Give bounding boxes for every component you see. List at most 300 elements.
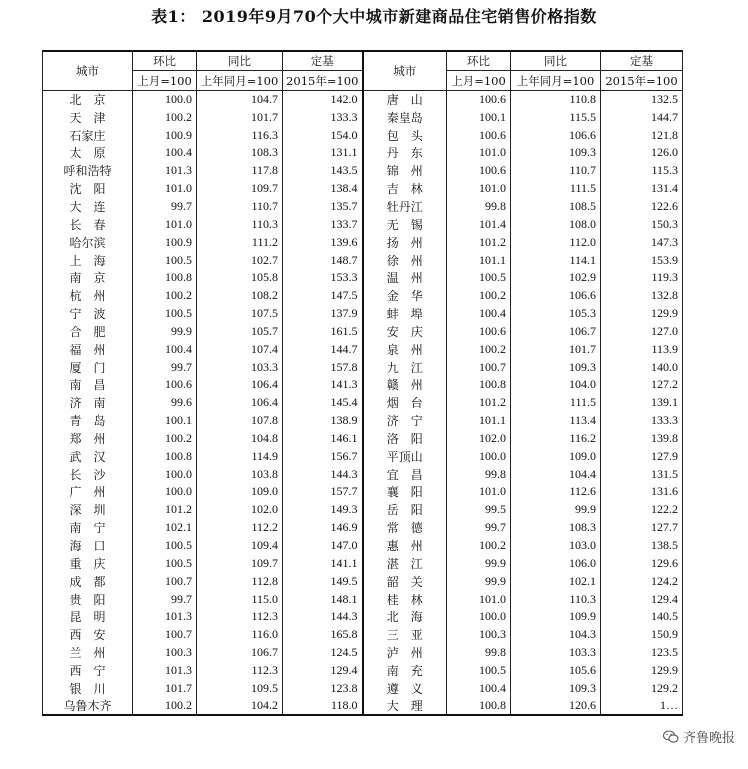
yoy-cell-right: 112.0 (511, 233, 601, 251)
yoy-cell-left: 104.8 (197, 430, 283, 448)
mom-base-right: 上月=100 (447, 71, 511, 91)
city-cell-right: 徐 州 (363, 251, 447, 269)
city-cell-right: 南 充 (363, 662, 447, 680)
wechat-icon (663, 730, 679, 744)
fixed-base-cell-left: 133.3 (283, 108, 363, 126)
city-cell-left: 兰 州 (43, 644, 133, 662)
yoy-cell-right: 102.9 (511, 269, 601, 287)
yoy-cell-left: 108.2 (197, 287, 283, 305)
table-row (43, 501, 683, 519)
mom-cell-right: 100.6 (447, 91, 511, 109)
yoy-cell-right: 109.3 (511, 679, 601, 697)
mom-cell-left: 100.7 (133, 572, 197, 590)
fixed-base-cell-left: 157.7 (283, 483, 363, 501)
table-row (43, 340, 683, 358)
mom-cell-right: 99.8 (447, 198, 511, 216)
yoy-cell-left: 109.7 (197, 180, 283, 198)
fixed-base-cell-right: 147.3 (601, 233, 683, 251)
mom-cell-left: 99.6 (133, 394, 197, 412)
yoy-cell-right: 109.9 (511, 608, 601, 626)
city-header-left: 城市 (43, 51, 133, 91)
city-cell-right: 平顶山 (363, 447, 447, 465)
mom-cell-right: 100.2 (447, 340, 511, 358)
table-row (43, 251, 683, 269)
mom-cell-left: 101.3 (133, 662, 197, 680)
yoy-cell-right: 105.6 (511, 662, 601, 680)
mom-cell-right: 101.4 (447, 215, 511, 233)
table-row (43, 198, 683, 216)
yoy-cell-left: 116.3 (197, 126, 283, 144)
fixed-base-cell-right: 129.9 (601, 305, 683, 323)
mom-cell-left: 101.7 (133, 679, 197, 697)
mom-cell-right: 102.0 (447, 430, 511, 448)
mom-cell-right: 100.3 (447, 626, 511, 644)
yoy-cell-right: 110.8 (511, 91, 601, 109)
fixed-base-cell-left: 144.7 (283, 340, 363, 358)
yoy-cell-right: 111.5 (511, 394, 601, 412)
city-cell-left: 武 汉 (43, 447, 133, 465)
mom-cell-left: 100.0 (133, 91, 197, 109)
mom-cell-left: 100.5 (133, 251, 197, 269)
mom-cell-left: 100.5 (133, 554, 197, 572)
yoy-cell-right: 108.0 (511, 215, 601, 233)
mom-cell-right: 100.0 (447, 608, 511, 626)
mom-cell-right: 100.5 (447, 662, 511, 680)
fixed-base-cell-right: 127.2 (601, 376, 683, 394)
yoy-cell-right: 106.6 (511, 126, 601, 144)
yoy-cell-left: 107.5 (197, 305, 283, 323)
yoy-cell-right: 106.6 (511, 287, 601, 305)
fixed-base-cell-left: 141.3 (283, 376, 363, 394)
mom-cell-right: 101.2 (447, 394, 511, 412)
city-cell-right: 包 头 (363, 126, 447, 144)
city-cell-left: 南 昌 (43, 376, 133, 394)
city-cell-left: 上 海 (43, 251, 133, 269)
fixed-base-cell-left: 143.5 (283, 162, 363, 180)
city-cell-left: 沈 阳 (43, 180, 133, 198)
city-cell-right: 湛 江 (363, 554, 447, 572)
yoy-cell-right: 109.3 (511, 358, 601, 376)
city-cell-left: 哈尔滨 (43, 233, 133, 251)
city-cell-left: 福 州 (43, 340, 133, 358)
fixed-base-cell-left: 161.5 (283, 322, 363, 340)
table-row (43, 412, 683, 430)
city-cell-right: 遵 义 (363, 679, 447, 697)
fixed-base-cell-right: 127.9 (601, 447, 683, 465)
mom-cell-right: 99.7 (447, 519, 511, 537)
mom-cell-left: 101.3 (133, 608, 197, 626)
fixed-base-cell-left: 118.0 (283, 697, 363, 715)
city-cell-left: 重 庆 (43, 554, 133, 572)
mom-cell-right: 99.9 (447, 572, 511, 590)
fixed-base-cell-left: 123.8 (283, 679, 363, 697)
fixed-base-cell-left: 144.3 (283, 465, 363, 483)
mom-cell-left: 102.1 (133, 519, 197, 537)
mom-cell-left: 100.4 (133, 144, 197, 162)
fixed-base-cell-left: 142.0 (283, 91, 363, 109)
table-row (43, 269, 683, 287)
yoy-cell-right: 106.0 (511, 554, 601, 572)
city-cell-right: 岳 阳 (363, 501, 447, 519)
city-cell-left: 乌鲁木齐 (43, 697, 133, 715)
yoy-cell-right: 109.3 (511, 144, 601, 162)
mom-header-right: 环比 (447, 51, 511, 71)
fixed-base-cell-left: 131.1 (283, 144, 363, 162)
mom-cell-right: 100.8 (447, 376, 511, 394)
mom-header-left: 环比 (133, 51, 197, 71)
yoy-cell-right: 108.5 (511, 198, 601, 216)
fixed-base-cell-right: 131.4 (601, 180, 683, 198)
city-cell-right: 无 锡 (363, 215, 447, 233)
fixed-base-cell-right: 138.5 (601, 537, 683, 555)
fixed-base-cell-left: 147.0 (283, 537, 363, 555)
city-cell-right: 桂 林 (363, 590, 447, 608)
table-row (43, 305, 683, 323)
yoy-header-right: 同比 (511, 51, 601, 71)
table-row (43, 572, 683, 590)
yoy-cell-right: 111.5 (511, 180, 601, 198)
fixed-base-base-right: 2015年=100 (601, 71, 683, 91)
mom-cell-left: 99.7 (133, 198, 197, 216)
mom-cell-left: 100.3 (133, 644, 197, 662)
city-cell-left: 青 岛 (43, 412, 133, 430)
yoy-cell-left: 112.2 (197, 519, 283, 537)
city-cell-left: 大 连 (43, 198, 133, 216)
mom-cell-right: 99.9 (447, 554, 511, 572)
mom-cell-left: 100.2 (133, 287, 197, 305)
city-cell-left: 天 津 (43, 108, 133, 126)
fixed-base-cell-left: 156.7 (283, 447, 363, 465)
city-cell-left: 银 川 (43, 679, 133, 697)
table-row (43, 590, 683, 608)
yoy-cell-left: 109.0 (197, 483, 283, 501)
mom-cell-right: 99.8 (447, 644, 511, 662)
yoy-cell-left: 106.4 (197, 394, 283, 412)
mom-cell-right: 101.0 (447, 590, 511, 608)
fixed-base-cell-right: 122.2 (601, 501, 683, 519)
mom-cell-right: 100.6 (447, 322, 511, 340)
yoy-cell-left: 106.7 (197, 644, 283, 662)
yoy-cell-left: 105.7 (197, 322, 283, 340)
mom-cell-left: 100.5 (133, 537, 197, 555)
table-row (43, 608, 683, 626)
mom-cell-left: 100.8 (133, 269, 197, 287)
fixed-base-cell-right: 121.8 (601, 126, 683, 144)
yoy-cell-left: 106.4 (197, 376, 283, 394)
city-cell-left: 杭 州 (43, 287, 133, 305)
mom-cell-left: 101.0 (133, 215, 197, 233)
city-cell-right: 烟 台 (363, 394, 447, 412)
city-cell-right: 襄 阳 (363, 483, 447, 501)
mom-cell-left: 99.7 (133, 590, 197, 608)
yoy-cell-left: 111.2 (197, 233, 283, 251)
yoy-cell-left: 110.3 (197, 215, 283, 233)
fixed-base-cell-right: 150.3 (601, 215, 683, 233)
city-cell-right: 蚌 埠 (363, 305, 447, 323)
fixed-base-cell-right: 139.1 (601, 394, 683, 412)
city-cell-left: 呼和浩特 (43, 162, 133, 180)
yoy-cell-right: 106.7 (511, 322, 601, 340)
table-row (43, 233, 683, 251)
fixed-base-cell-right: 113.9 (601, 340, 683, 358)
yoy-cell-left: 107.8 (197, 412, 283, 430)
fixed-base-cell-left: 135.7 (283, 198, 363, 216)
yoy-cell-left: 112.8 (197, 572, 283, 590)
fixed-base-cell-left: 145.4 (283, 394, 363, 412)
mom-cell-right: 100.1 (447, 108, 511, 126)
city-cell-left: 昆 明 (43, 608, 133, 626)
city-cell-right: 安 庆 (363, 322, 447, 340)
fixed-base-cell-right: 115.3 (601, 162, 683, 180)
city-cell-right: 北 海 (363, 608, 447, 626)
city-cell-left: 合 肥 (43, 322, 133, 340)
yoy-cell-right: 103.3 (511, 644, 601, 662)
mom-cell-right: 101.1 (447, 412, 511, 430)
fixed-base-cell-right: 132.5 (601, 91, 683, 109)
table-row (43, 465, 683, 483)
table-row (43, 626, 683, 644)
mom-cell-right: 99.5 (447, 501, 511, 519)
watermark (660, 726, 738, 747)
mom-cell-right: 100.2 (447, 537, 511, 555)
fixed-base-cell-right: 129.2 (601, 679, 683, 697)
mom-cell-left: 100.2 (133, 108, 197, 126)
mom-cell-left: 100.4 (133, 340, 197, 358)
mom-cell-left: 100.2 (133, 430, 197, 448)
yoy-cell-right: 104.3 (511, 626, 601, 644)
fixed-base-cell-right: 140.5 (601, 608, 683, 626)
table-row (43, 180, 683, 198)
mom-cell-right: 100.2 (447, 287, 511, 305)
yoy-cell-left: 107.4 (197, 340, 283, 358)
mom-cell-left: 100.8 (133, 447, 197, 465)
table-row (43, 697, 683, 715)
mom-cell-right: 101.1 (447, 251, 511, 269)
yoy-cell-left: 112.3 (197, 662, 283, 680)
city-cell-right: 三 亚 (363, 626, 447, 644)
fixed-base-cell-left: 133.7 (283, 215, 363, 233)
yoy-header-left: 同比 (197, 51, 283, 71)
yoy-cell-right: 110.3 (511, 590, 601, 608)
city-cell-left: 深 圳 (43, 501, 133, 519)
city-cell-left: 石家庄 (43, 126, 133, 144)
yoy-cell-left: 102.0 (197, 501, 283, 519)
fixed-base-cell-left: 147.5 (283, 287, 363, 305)
mom-cell-right: 101.0 (447, 180, 511, 198)
city-cell-left: 济 南 (43, 394, 133, 412)
table-row (43, 376, 683, 394)
table-row (43, 554, 683, 572)
fixed-base-cell-right: 140.0 (601, 358, 683, 376)
yoy-cell-left: 114.9 (197, 447, 283, 465)
fixed-base-cell-left: 153.3 (283, 269, 363, 287)
fixed-base-cell-right: 126.0 (601, 144, 683, 162)
fixed-base-cell-left: 146.1 (283, 430, 363, 448)
fixed-base-cell-left: 154.0 (283, 126, 363, 144)
fixed-base-cell-right: 129.6 (601, 554, 683, 572)
mom-cell-right: 100.4 (447, 305, 511, 323)
fixed-base-cell-left: 141.1 (283, 554, 363, 572)
mom-cell-right: 100.0 (447, 447, 511, 465)
fixed-base-cell-left: 144.3 (283, 608, 363, 626)
city-cell-right: 吉 林 (363, 180, 447, 198)
mom-cell-left: 100.0 (133, 465, 197, 483)
table-row (43, 447, 683, 465)
fixed-base-cell-right: 127.7 (601, 519, 683, 537)
mom-cell-left: 100.9 (133, 233, 197, 251)
yoy-cell-right: 105.3 (511, 305, 601, 323)
mom-cell-left: 101.3 (133, 162, 197, 180)
yoy-cell-right: 103.0 (511, 537, 601, 555)
city-cell-right: 大 理 (363, 697, 447, 715)
mom-cell-left: 100.5 (133, 305, 197, 323)
city-cell-left: 南 京 (43, 269, 133, 287)
yoy-cell-right: 110.7 (511, 162, 601, 180)
mom-cell-right: 101.0 (447, 144, 511, 162)
fixed-base-cell-right: 132.8 (601, 287, 683, 305)
yoy-cell-right: 116.2 (511, 430, 601, 448)
watermark-text: 齐鲁晚报 (682, 731, 735, 746)
fixed-base-cell-left: 165.8 (283, 626, 363, 644)
table-row (43, 394, 683, 412)
mom-cell-left: 100.9 (133, 126, 197, 144)
yoy-cell-right: 109.0 (511, 447, 601, 465)
mom-cell-right: 100.5 (447, 269, 511, 287)
city-cell-left: 厦 门 (43, 358, 133, 376)
fixed-base-cell-left: 149.5 (283, 572, 363, 590)
fixed-base-cell-left: 146.9 (283, 519, 363, 537)
fixed-base-cell-right: 127.0 (601, 322, 683, 340)
fixed-base-base-left: 2015年=100 (283, 71, 363, 91)
fixed-base-cell-right: 119.3 (601, 269, 683, 287)
yoy-cell-right: 114.1 (511, 251, 601, 269)
table-row (43, 91, 683, 109)
city-cell-left: 贵 阳 (43, 590, 133, 608)
yoy-cell-right: 104.4 (511, 465, 601, 483)
fixed-base-cell-right: 1… (601, 697, 683, 715)
yoy-cell-left: 105.8 (197, 269, 283, 287)
fixed-base-cell-left: 138.9 (283, 412, 363, 430)
fixed-base-cell-right: 153.9 (601, 251, 683, 269)
fixed-base-cell-left: 148.7 (283, 251, 363, 269)
city-cell-right: 常 德 (363, 519, 447, 537)
yoy-cell-left: 117.8 (197, 162, 283, 180)
fixed-base-cell-right: 131.6 (601, 483, 683, 501)
fixed-base-cell-left: 137.9 (283, 305, 363, 323)
mom-cell-left: 100.2 (133, 697, 197, 715)
city-cell-right: 九 江 (363, 358, 447, 376)
city-cell-right: 泸 州 (363, 644, 447, 662)
table-row (43, 430, 683, 448)
fixed-base-cell-left: 149.3 (283, 501, 363, 519)
yoy-cell-left: 109.4 (197, 537, 283, 555)
mom-cell-right: 99.8 (447, 465, 511, 483)
mom-base-left: 上月=100 (133, 71, 197, 91)
city-cell-right: 济 宁 (363, 412, 447, 430)
yoy-cell-right: 104.0 (511, 376, 601, 394)
page-title: 表1： 2019年9月70个大中城市新建商品住宅销售价格指数 (151, 7, 597, 26)
city-cell-left: 西 安 (43, 626, 133, 644)
city-cell-right: 扬 州 (363, 233, 447, 251)
fixed-base-cell-right: 124.2 (601, 572, 683, 590)
table-row (43, 679, 683, 697)
mom-cell-right: 100.7 (447, 358, 511, 376)
mom-cell-right: 101.2 (447, 233, 511, 251)
fixed-base-cell-right: 144.7 (601, 108, 683, 126)
yoy-cell-left: 109.5 (197, 679, 283, 697)
table-row (43, 108, 683, 126)
yoy-cell-left: 116.0 (197, 626, 283, 644)
city-cell-right: 宜 昌 (363, 465, 447, 483)
yoy-cell-right: 113.4 (511, 412, 601, 430)
city-cell-left: 长 春 (43, 215, 133, 233)
mom-cell-left: 100.7 (133, 626, 197, 644)
yoy-cell-left: 101.7 (197, 108, 283, 126)
yoy-cell-right: 112.6 (511, 483, 601, 501)
fixed-base-cell-right: 123.5 (601, 644, 683, 662)
city-cell-left: 成 都 (43, 572, 133, 590)
yoy-cell-right: 108.3 (511, 519, 601, 537)
fixed-base-header-left: 定基 (283, 51, 363, 71)
city-cell-right: 泉 州 (363, 340, 447, 358)
mom-cell-right: 100.6 (447, 126, 511, 144)
mom-cell-left: 100.6 (133, 376, 197, 394)
yoy-base-right: 上年同月=100 (511, 71, 601, 91)
table-row (43, 537, 683, 555)
city-cell-left: 长 沙 (43, 465, 133, 483)
table-header (43, 51, 683, 91)
mom-cell-left: 101.2 (133, 501, 197, 519)
fixed-base-cell-left: 129.4 (283, 662, 363, 680)
mom-cell-left: 100.0 (133, 483, 197, 501)
fixed-base-cell-right: 150.9 (601, 626, 683, 644)
city-cell-left: 宁 波 (43, 305, 133, 323)
yoy-cell-right: 120.6 (511, 697, 601, 715)
yoy-cell-left: 110.7 (197, 198, 283, 216)
fixed-base-header-right: 定基 (601, 51, 683, 71)
table-body (43, 91, 683, 716)
fixed-base-cell-left: 148.1 (283, 590, 363, 608)
city-cell-left: 海 口 (43, 537, 133, 555)
yoy-cell-right: 102.1 (511, 572, 601, 590)
city-cell-right: 洛 阳 (363, 430, 447, 448)
fixed-base-cell-right: 133.3 (601, 412, 683, 430)
city-cell-right: 牡丹江 (363, 198, 447, 216)
fixed-base-cell-left: 124.5 (283, 644, 363, 662)
fixed-base-cell-left: 139.6 (283, 233, 363, 251)
table-row (43, 644, 683, 662)
yoy-cell-left: 103.3 (197, 358, 283, 376)
city-cell-right: 惠 州 (363, 537, 447, 555)
table-row (43, 662, 683, 680)
city-header-right: 城市 (363, 51, 447, 91)
table-row (43, 144, 683, 162)
table-row (43, 126, 683, 144)
mom-cell-left: 101.0 (133, 180, 197, 198)
table-row (43, 162, 683, 180)
fixed-base-cell-right: 129.4 (601, 590, 683, 608)
city-cell-right: 金 华 (363, 287, 447, 305)
table-row (43, 519, 683, 537)
city-cell-left: 广 州 (43, 483, 133, 501)
yoy-cell-left: 103.8 (197, 465, 283, 483)
mom-cell-left: 99.7 (133, 358, 197, 376)
mom-cell-right: 100.6 (447, 162, 511, 180)
city-cell-right: 赣 州 (363, 376, 447, 394)
fixed-base-cell-right: 129.9 (601, 662, 683, 680)
yoy-cell-left: 108.3 (197, 144, 283, 162)
yoy-cell-right: 115.5 (511, 108, 601, 126)
